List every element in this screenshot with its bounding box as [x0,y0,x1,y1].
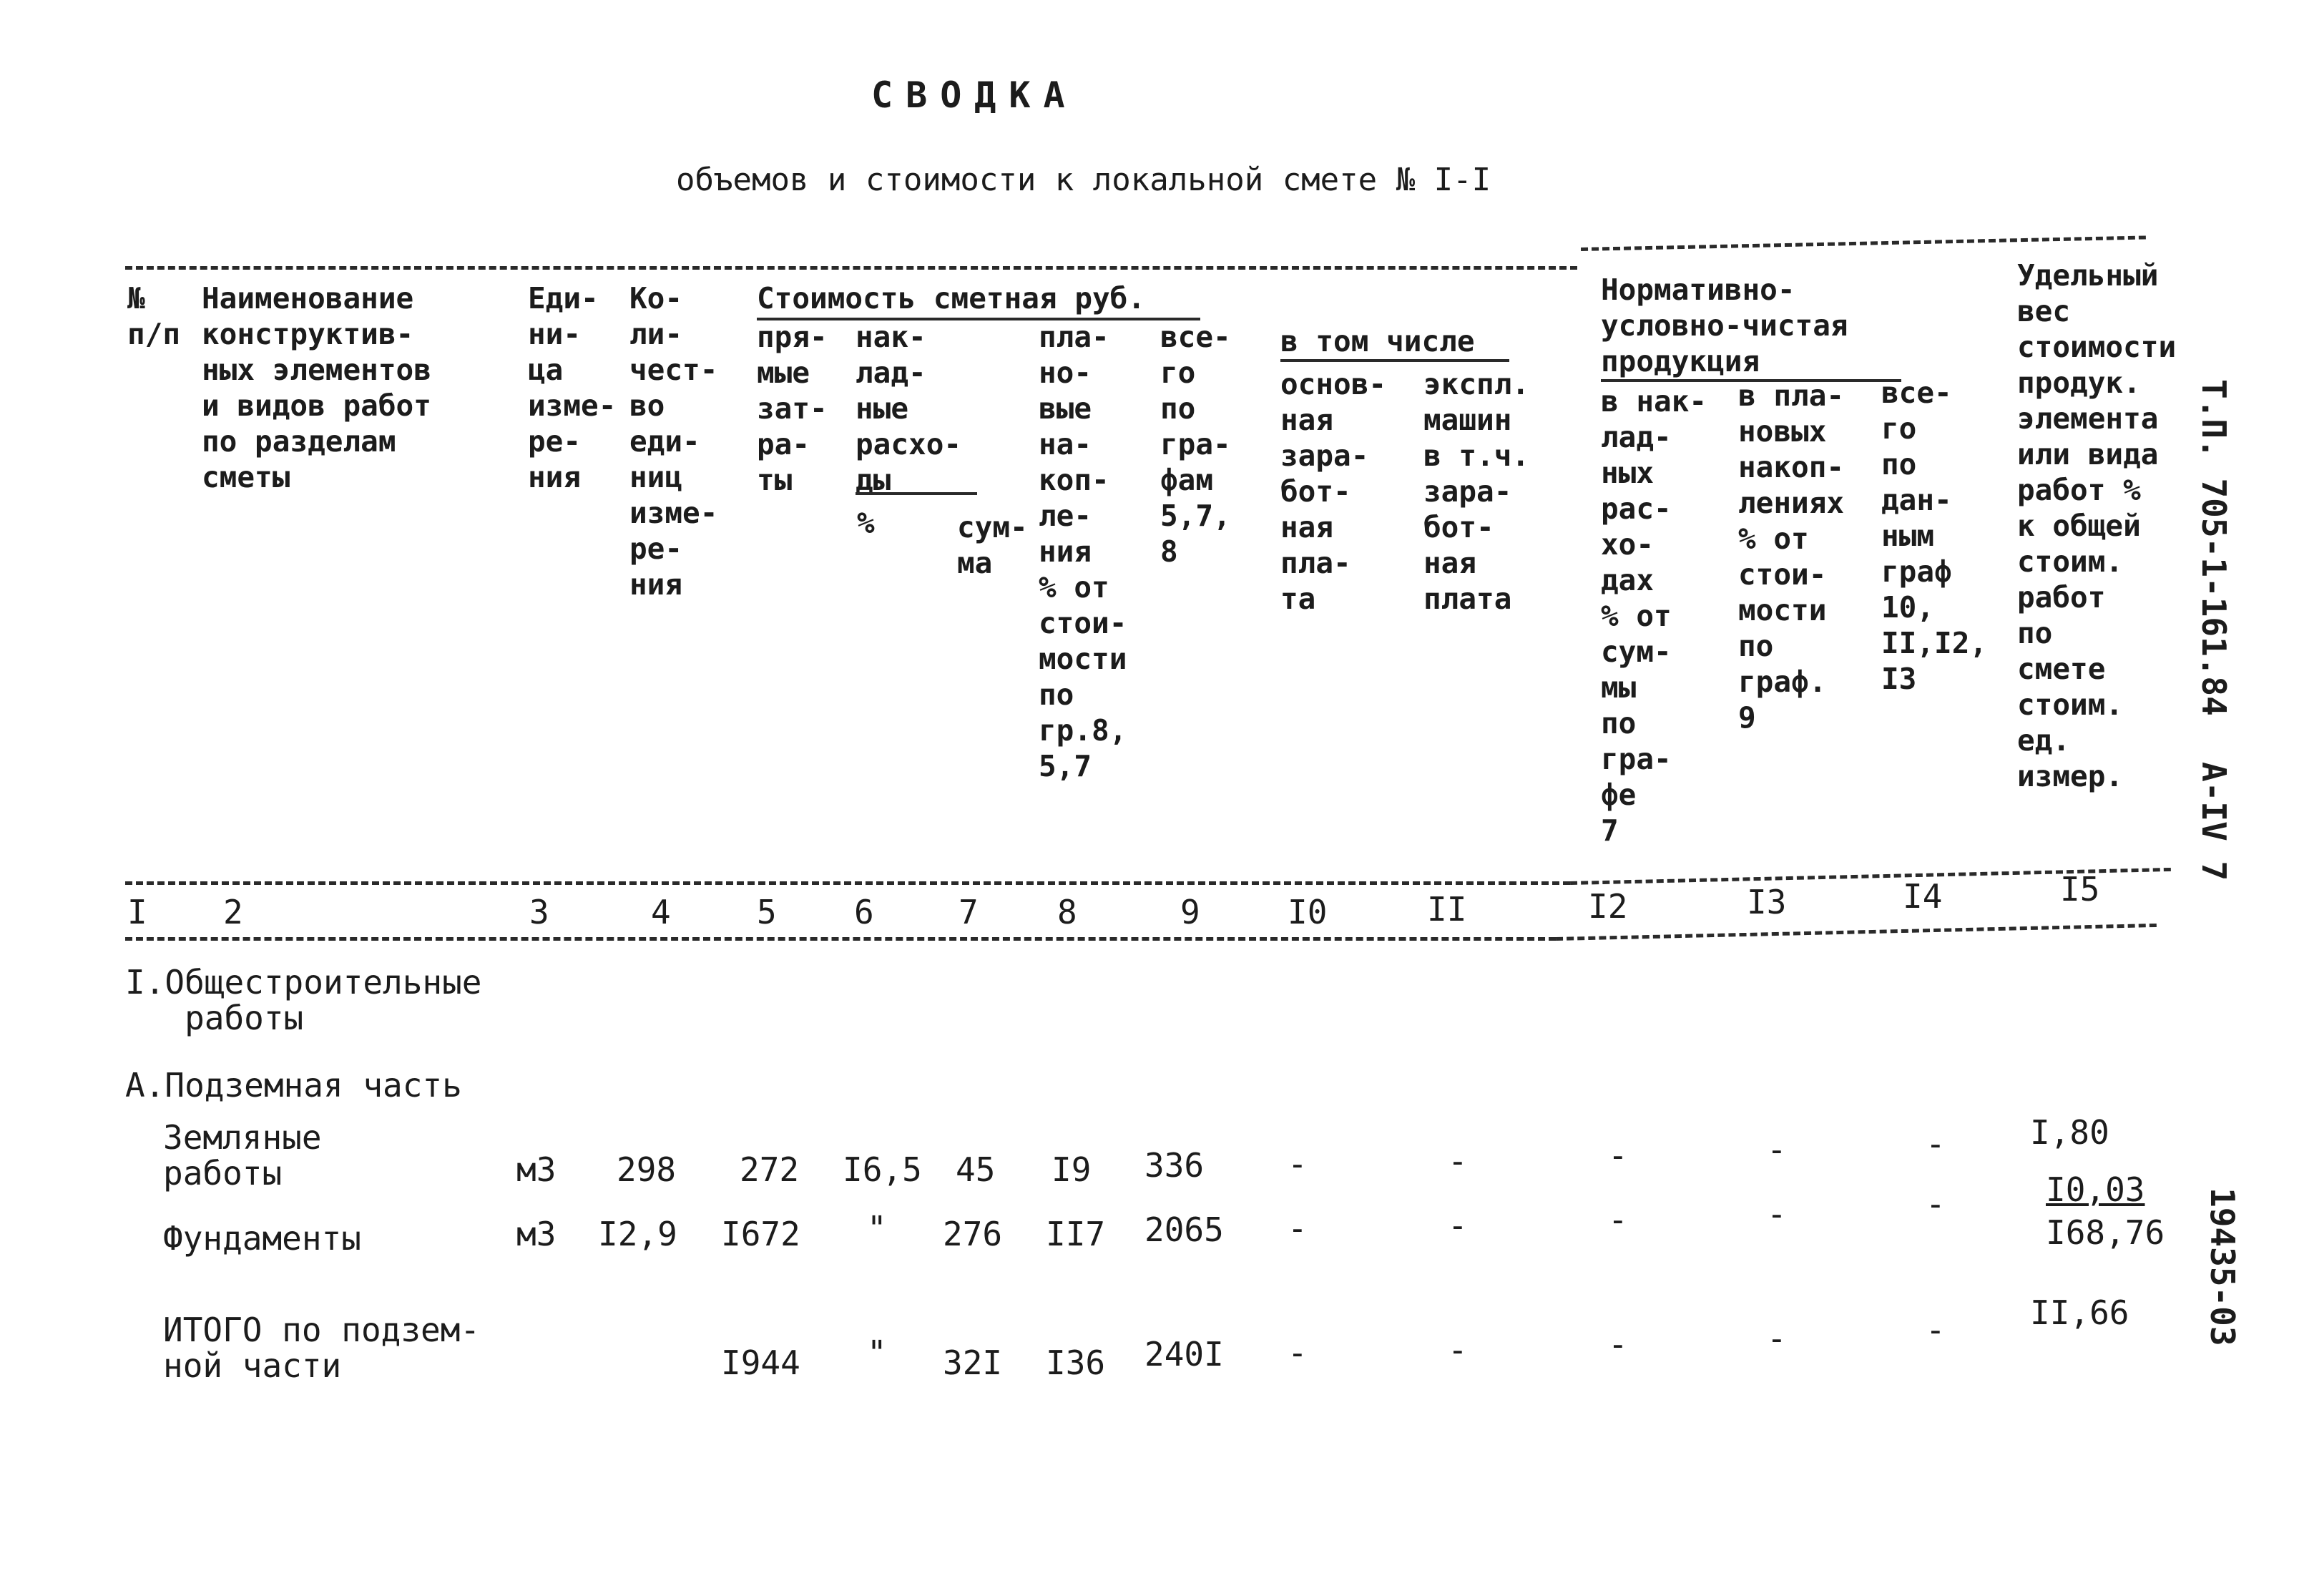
row-3-c12: - [1608,1325,1628,1364]
header-col-9: все- го по гра- фам 5,7, 8 [1160,320,1231,569]
header-col-14: все- го по дан- ным граф 10, II,I2, I3 [1881,376,1988,696]
column-number-rule-right [1556,924,2157,941]
row-1-c13: - [1767,1130,1787,1169]
header-col-13: в пла- новых накоп- лениях % от стои- мости по граф. 9 [1738,378,1845,735]
row-2-c10: - [1288,1209,1308,1248]
row-1-name: Земляные работы [163,1118,322,1193]
row-3-c13: - [1767,1319,1787,1358]
column-number-12: I2 [1588,887,1628,926]
column-number-4: 4 [651,893,671,931]
row-3-overhead-pct: " [867,1333,887,1372]
row-1-total: 336 [1144,1146,1205,1185]
header-top-rule-right [1581,235,2146,251]
document-subtitle: объемов и стоимости к локальной смете № I-I [676,162,1491,198]
header-col-3: Еди- ни- ца изме- ре- ния [528,281,617,494]
column-number-15: I5 [2060,870,2100,909]
column-number-8: 8 [1057,893,1077,931]
header-col-5: пря- мые зат- ра- ты [757,320,828,497]
header-top-rule [125,266,1577,270]
row-2-unit: м3 [516,1215,557,1253]
header-group-incl: в том числе [1280,324,1475,358]
header-col-12: в нак- лад- ных рас- хо- дах % от сум- мы по гра- фе 7 [1601,384,1707,848]
row-3-total: 240I [1144,1335,1224,1374]
row-1-unit: м3 [516,1150,557,1189]
row-1-c11: - [1448,1142,1468,1180]
row-2-share: I0,03 [2046,1170,2145,1209]
side-project-code: Т.П. 705-1-161.84 [2195,379,2233,716]
document-title: СВОДКА [871,74,1078,116]
row-2-overhead-sum: 276 [943,1215,1003,1253]
side-sheet-code: А-IV 7 [2195,762,2233,881]
header-col-6: нак- лад- ные расхо- ды [856,320,962,497]
header-col-4: Ко- ли- чест- во еди- ниц изме- ре- ния [629,281,718,602]
row-2-total: 2065 [1144,1210,1224,1249]
section-heading-general: I.Общестроительные работы [125,963,482,1037]
header-group-cost: Стоимость сметная руб. [757,281,1146,315]
column-number-rule [125,937,1556,941]
column-number-11: II [1427,890,1467,929]
column-number-9: 9 [1180,893,1200,931]
row-2-c14: - [1926,1185,1946,1223]
column-number-10: I0 [1288,893,1328,931]
column-number-3: 3 [529,893,549,931]
header-col-6-underline [856,492,977,495]
column-number-1: I [127,893,147,931]
section-heading-underground: А.Подземная часть [125,1066,462,1105]
row-3-share: II,66 [2030,1293,2129,1332]
row-3-planned: I36 [1046,1343,1106,1382]
header-col-6-pct: % [857,506,875,540]
column-number-13: I3 [1747,883,1787,921]
header-col-2: Наименование конструктив- ных элементов и видов работ по разделам сметы [202,281,431,494]
row-1-c12: - [1608,1136,1628,1175]
column-number-2: 2 [223,893,243,931]
row-2-c13: - [1767,1195,1787,1233]
header-col-11: экспл. машин в т.ч. зара- бот- ная плата [1423,367,1530,616]
row-1-overhead-pct: I6,5 [843,1150,922,1189]
header-group-incl-underline [1280,359,1509,362]
row-1-qty: 298 [617,1150,677,1189]
row-1-planned: I9 [1052,1150,1092,1189]
row-2-qty: I2,9 [598,1215,677,1253]
row-3-c14: - [1926,1311,1946,1349]
row-3-name: ИТОГО по подзем- ной части [163,1311,481,1385]
row-3-c11: - [1448,1331,1468,1369]
header-col-7: сум- ма [957,510,1028,580]
row-2-overhead-pct: " [867,1209,887,1248]
column-number-6: 6 [854,893,874,931]
row-2-share-b: I68,76 [2046,1213,2165,1252]
column-number-5: 5 [757,893,777,931]
row-1-c10: - [1288,1145,1308,1183]
column-number-14: I4 [1903,877,1943,916]
header-col-15: Удельный вес стоимости продук. элемента или вида работ % к общей стоим. работ по смете стоим. ед. измер. [2017,258,2177,793]
row-3-c10: - [1288,1333,1308,1372]
row-2-direct: I672 [721,1215,800,1253]
row-2-c12: - [1608,1200,1628,1239]
row-3-direct: I944 [721,1343,800,1382]
column-number-7: 7 [959,893,979,931]
row-3-overhead-sum: 32I [943,1343,1003,1382]
row-1-overhead-sum: 45 [956,1150,996,1189]
header-col-1: № п/п [127,281,181,351]
row-2-name: Фундаменты [163,1219,361,1258]
header-group-norm: Нормативно- условно-чистая продукция [1601,273,1848,378]
row-1-c14: - [1926,1125,1946,1163]
header-col-10: основ- ная зара- бот- ная пла- та [1280,367,1387,616]
row-2-planned: II7 [1046,1215,1106,1253]
row-1-share: I,80 [2030,1113,2109,1152]
header-col-8: пла- но- вые на- коп- ле- ния % от стои- мости по гр.8, 5,7 [1039,320,1127,783]
side-stamp: 19435-03 [2203,1188,2242,1346]
header-bottom-rule [125,881,1570,885]
row-2-c11: - [1448,1206,1468,1245]
row-1-direct: 272 [740,1150,800,1189]
